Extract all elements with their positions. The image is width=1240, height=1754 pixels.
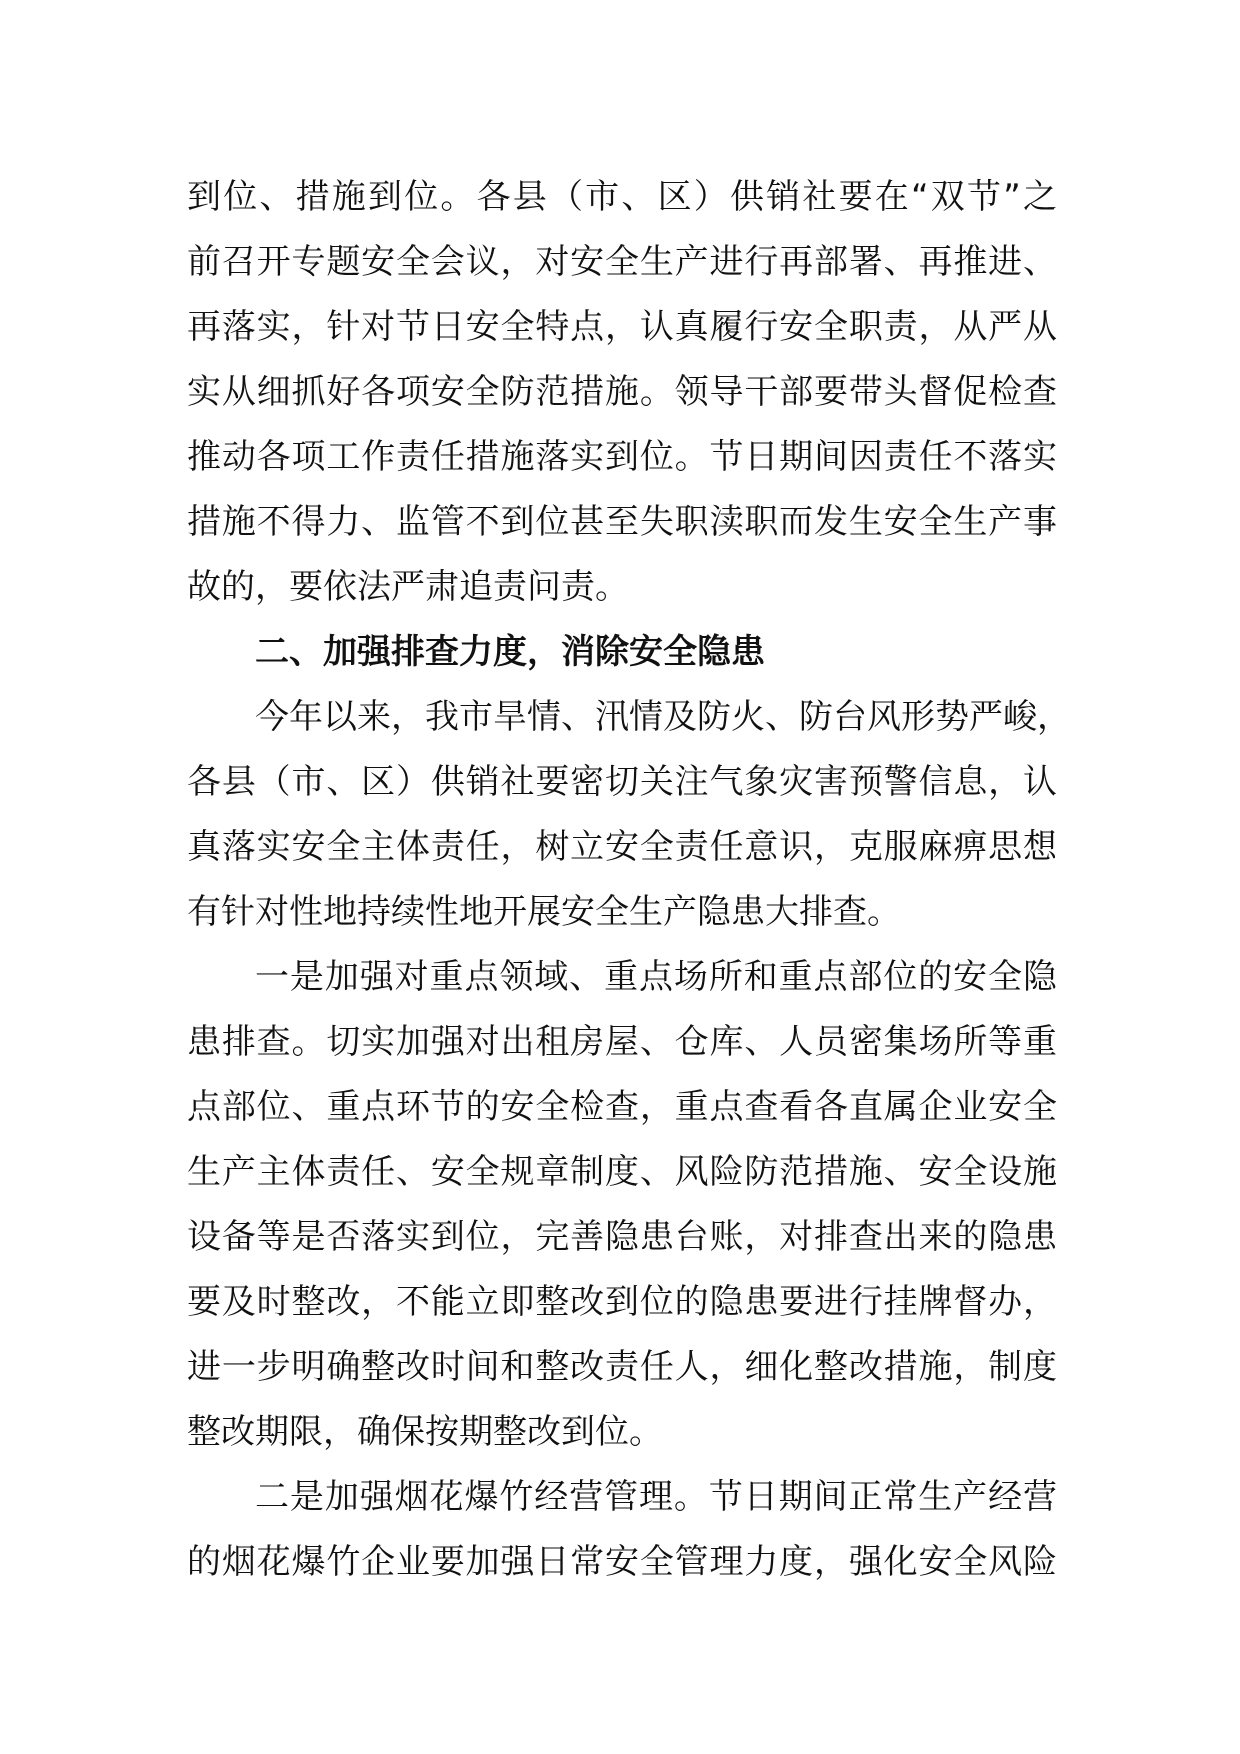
paragraph-line: 各县（市、区）供销社要密切关注气象灾害预警信息，认: [187, 762, 1057, 802]
paragraph-line: 前召开专题安全会议，对安全生产进行再部署、再推进、: [187, 242, 1057, 282]
paragraph-line: 推动各项工作责任措施落实到位。节日期间因责任不落实: [187, 437, 1057, 477]
paragraph-line: 点部位、重点环节的安全检查，重点查看各直属企业安全: [187, 1087, 1057, 1127]
paragraph-line: 有针对性地持续性地开展安全生产隐患大排查。: [187, 892, 901, 932]
paragraph-line: 的烟花爆竹企业要加强日常安全管理力度，强化安全风险: [187, 1542, 1057, 1582]
paragraph-line: 措施不得力、监管不到位甚至失职渎职而发生安全生产事: [187, 502, 1057, 542]
paragraph-line: 再落实，针对节日安全特点，认真履行安全职责，从严从: [187, 307, 1057, 347]
paragraph-line: 故的，要依法严肃追责问责。: [187, 567, 629, 607]
paragraph-line: 患排查。切实加强对出租房屋、仓库、人员密集场所等重: [187, 1022, 1057, 1062]
paragraph-line: 真落实安全主体责任，树立安全责任意识，克服麻痹思想: [187, 827, 1057, 867]
section-heading: 二、加强排查力度，消除安全隐患: [255, 632, 765, 672]
paragraph-line: 二是加强烟花爆竹经营管理。节日期间正常生产经营: [255, 1477, 1057, 1517]
paragraph-line: 进一步明确整改时间和整改责任人，细化整改措施，制度: [187, 1347, 1057, 1387]
paragraph-line: 整改期限，确保按期整改到位。: [187, 1412, 663, 1452]
paragraph-line: 一是加强对重点领域、重点场所和重点部位的安全隐: [255, 957, 1057, 997]
document-body: [187, 165, 1071, 1595]
paragraph-line: 生产主体责任、安全规章制度、风险防范措施、安全设施: [187, 1152, 1057, 1192]
paragraph-line: 设备等是否落实到位，完善隐患台账，对排查出来的隐患: [187, 1217, 1057, 1257]
paragraph-line: 实从细抓好各项安全防范措施。领导干部要带头督促检查: [187, 372, 1057, 412]
paragraph-line: 今年以来，我市旱情、汛情及防火、防台风形势严峻，: [255, 697, 1071, 737]
paragraph-line: 到位、措施到位。各县（市、区）供销社要在“双节”之: [187, 177, 1057, 217]
paragraph-line: 要及时整改，不能立即整改到位的隐患要进行挂牌督办，: [187, 1282, 1057, 1322]
